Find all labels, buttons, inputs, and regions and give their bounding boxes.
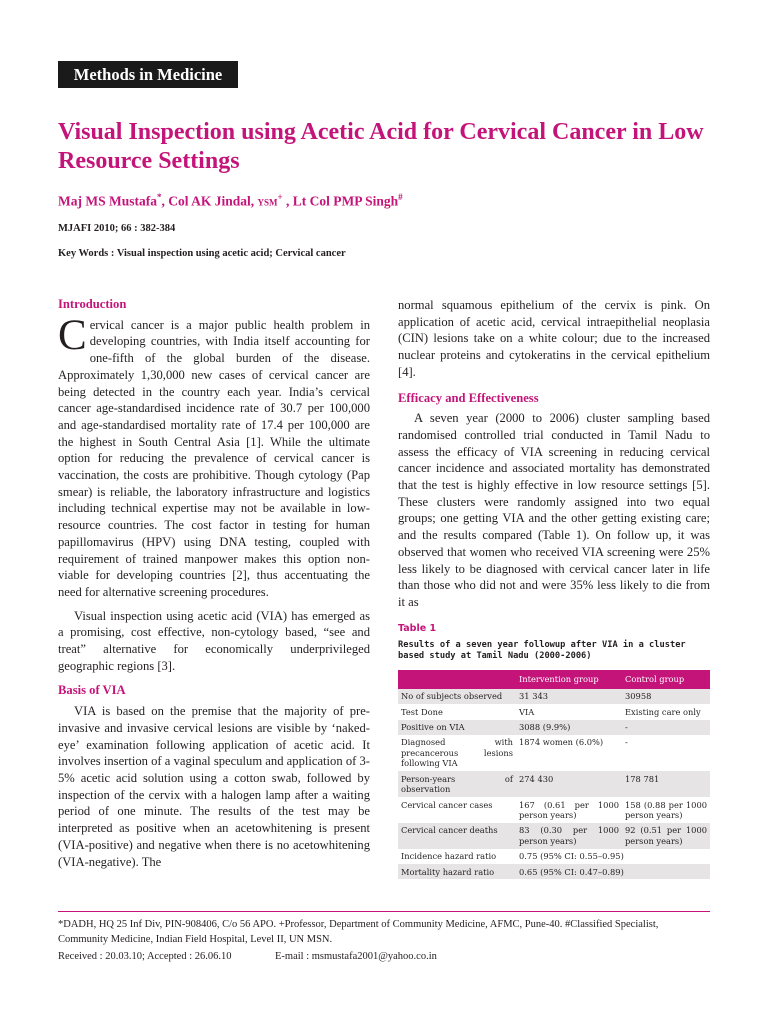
table-row — [398, 735, 710, 771]
journal-citation: MJAFI 2010; 66 : 382-384 — [58, 223, 176, 234]
contact-email[interactable]: E-mail : msmustafa2001@yahoo.co.in — [275, 951, 437, 962]
table-cell: Diagnosed with precancerous lesions following VIA — [401, 737, 513, 769]
table-cell: 92 (0.51 per 1000 person years) — [622, 823, 710, 849]
table-row — [398, 864, 710, 879]
table-block — [398, 621, 710, 880]
left-column — [58, 296, 370, 870]
table-header-cell — [398, 670, 516, 688]
affiliations-footnote: *DADH, HQ 25 Inf Div, PIN-908406, C/o 56 APO. +Professor, Department of Community Medicine, AFMC, Pune-40. #Classified Specialist, Community Medicine, Indian Field Hospital, Level II, UN MSN. — [58, 919, 659, 945]
table-cell: Incidence hazard ratio — [401, 851, 497, 862]
author-2-honor: YSM — [257, 197, 278, 208]
table-cell: 0.75 (95% CI: 0.55–0.95) — [519, 851, 624, 862]
drop-cap: C — [58, 311, 87, 359]
table-header-row — [398, 670, 710, 688]
table-row — [398, 849, 710, 864]
table-cell: Person-years of observation — [398, 771, 516, 797]
right-paragraph-0: normal squamous epithelium of the cervix is pink. On application of acetic acid, cervical intraepithelial neoplasia (CIN) lesions take on a white colour; due to the increased nuclear proteins and cytokeratins in the cervical epithelium [4]. — [398, 298, 710, 379]
table-cell: Existing care only — [625, 706, 701, 717]
section-tag: Methods in Medicine — [58, 61, 238, 88]
efficacy-paragraph: A seven year (2000 to 2006) cluster sampling based randomised controlled trial conducted in Tamil Nadu to assess the efficacy of VIA screening in reducing cervical cancer incidence and associated mortality has demonstrated that the test is highly effective in low resource settings [5]. These clusters were randomly assigned into two equal groups; one getting VIA and the other getting existing care; and the results compared (Table 1). On follow up, it was observed that women who received VIA screening were 25% less likely to be diagnosed with cervical cancer later in life than those who did not and were 35% less likely to die from it as — [398, 411, 710, 609]
right-column — [398, 297, 710, 879]
author-1: Maj MS Mustafa — [58, 193, 157, 209]
table-cell: 83 (0.30 per 1000 person years) — [516, 823, 622, 849]
table-cell: 178 781 — [622, 771, 710, 797]
table-cell: - — [622, 720, 710, 735]
table-cell: No of subjects observed — [398, 689, 516, 704]
table-row — [398, 797, 710, 823]
table-cell: Cervical cancer deaths — [398, 823, 516, 849]
basis-heading: Basis of VIA — [58, 683, 126, 698]
table-row — [398, 771, 710, 797]
table-cell: Test Done — [401, 706, 443, 717]
table-label: Table 1 — [398, 622, 437, 634]
table-header-cell: Control group — [622, 670, 710, 688]
table-cell: 0.65 (95% CI: 0.47–0.89) — [516, 864, 710, 879]
table-cell: - — [625, 737, 628, 748]
table-row — [398, 720, 710, 735]
results-table — [398, 670, 710, 879]
intro-heading: Introduction — [58, 297, 127, 311]
table-row — [398, 689, 710, 704]
author-line: Maj MS Mustafa*, Col AK Jindal, YSM+ , Lt Col PMP Singh# — [58, 192, 403, 209]
table-cell: Positive on VIA — [398, 720, 516, 735]
table-cell: 30958 — [622, 689, 710, 704]
received-dates: Received : 20.03.10; Accepted : 26.06.10 — [58, 951, 232, 962]
table-cell: 158 (0.88 per 1000 person years) — [625, 799, 707, 820]
table-cell: 167 (0.61 per 1000 person years) — [519, 799, 619, 820]
intro-paragraph-1 — [58, 311, 370, 601]
author-1-mark: * — [156, 192, 162, 202]
table-row — [398, 704, 710, 719]
intro-paragraph-2: Visual inspection using acetic acid (VIA) has emerged as a promising, cost effective, non-cytology based, “see and treat” alternative for economically underprivileged geographic regions [3]. — [58, 608, 370, 673]
table-cell: Mortality hazard ratio — [398, 864, 516, 879]
keywords: Key Words : Visual inspection using acetic acid; Cervical cancer — [58, 248, 346, 259]
table-caption: Results of a seven year followup after VIA in a cluster based study at Tamil Nadu (2000-2006) — [398, 640, 686, 662]
table-header-cell: Intervention group — [516, 670, 622, 688]
table-cell: 274 430 — [516, 771, 622, 797]
author-3: Lt Col PMP Singh — [292, 193, 399, 209]
table-cell: 31 343 — [516, 689, 622, 704]
author-2: Col AK Jindal, — [168, 193, 255, 209]
article-title: Visual Inspection using Acetic Acid for Cervical Cancer in Low Resource Settings — [58, 119, 704, 174]
efficacy-heading: Efficacy and Effectiveness — [398, 390, 539, 405]
author-2-mark: + — [277, 192, 283, 202]
table-cell: 1874 women (6.0%) — [519, 737, 604, 748]
author-3-mark: # — [398, 192, 403, 202]
table-cell: VIA — [519, 706, 535, 717]
table-row — [398, 823, 710, 849]
intro-paragraph-1-text: ervical cancer is a major public health problem in developing countries, with India itself accounting for one-fifth of the global burden of the disease. Approximately 1,30,000 new cases of cervical cancer are being detected in the country each year. India’s cervical cancer age-standardised incidence rate of 30.7 per 100,000 and age-standardised mortality rate of 17.4 per 100,000 are the highest in South Central Asia [1]. While the ultimate option for reducing the prevalence of cervical cancer is vaccination, the costs are prohibitive. Though cytology (Pap smear) is reliable, the laboratory infrastructure and logistics including technical expertise may not be available in low-resource countries. The cost factor in testing for human papillomavirus (HPV) using DNA testing, coupled with requirement of trained manpower makes this option non-viable for developing countries [2], thus accentuating the need for alternative screening procedures. — [58, 317, 370, 599]
basis-paragraph: VIA is based on the premise that the majority of pre-invasive and invasive cervical lesions are visible by ‘naked-eye’ examination following application of acetic acid. It involves insertion of a vaginal speculum and application of 3-5% acetic acid solution using a cotton swab, followed by inspection of the cervix with a halogen lamp after a waiting period of one minute. The results of the test may be interpreted as positive when an acetowhitening is present (VIA-positive) and negative when there is no acetowhitening (VIA-negative). The — [58, 704, 370, 869]
table-cell: Cervical cancer cases — [401, 799, 493, 810]
footnote-divider — [58, 911, 710, 912]
table-cell: 3088 (9.9%) — [516, 720, 622, 735]
